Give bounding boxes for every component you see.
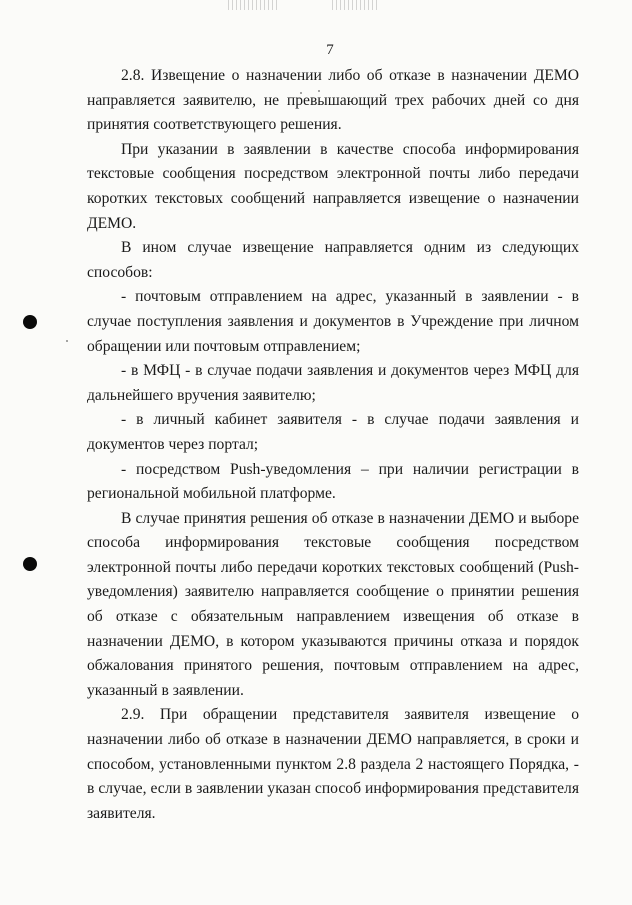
binder-hole [23, 557, 37, 571]
paragraph: В случае принятия решения об отказе в назначении ДЕМО и выборе способа информирования текстовые сообщения посредством электронной почты либо передачи коротких текстовых сообщений (Push-уведомления) заявителю направляется сообщение о принятии решения об отказе с обязательным направлением извещения об отказе в назначении ДЕМО, в котором указываются причины отказа и порядок обжалования принятого решения, почтовым отправлением на адрес, указанный в заявлении. [87, 509, 579, 699]
scan-artifact [332, 0, 380, 10]
document-body [87, 64, 579, 826]
paragraph: При указании в заявлении в качестве способа информирования текстовые сообщения посредством электронной почты либо передачи коротких текстовых сообщений направляется извещение о назначении ДЕМО. [87, 140, 579, 232]
scan-speck [66, 340, 68, 342]
list-item: - почтовым отправлением на адрес, указанный в заявлении - в случае поступления заявления и документов в Учреждение при личном обращении или почтовым отправлением; [87, 288, 579, 355]
binder-hole [23, 315, 37, 329]
list-item: - посредством Push-уведомления – при наличии регистрации в региональной мобильной платформе. [87, 460, 579, 503]
list-item: - в личный кабинет заявителя - в случае подачи заявления и документов через портал; [87, 411, 579, 453]
scan-artifact [228, 0, 280, 10]
paragraph-2-8: 2.8. Извещение о назначении либо об отказе в назначении ДЕМО направляется заявителю, не превышающий трех рабочих дней со дня принятия соответствующего решения. [87, 67, 579, 134]
list-item: - в МФЦ - в случае подачи заявления и документов через МФЦ для дальнейшего вручения заявителю; [87, 362, 579, 404]
paragraph: В ином случае извещение направляется одним из следующих способов: [87, 239, 579, 281]
page-number: 7 [326, 42, 334, 58]
paragraph-2-9: 2.9. При обращении представителя заявителя извещение о назначении либо об отказе в назначении ДЕМО направляется, в сроки и способом, установленными пунктом 2.8 раздела 2 настоящего Порядка, - в случае, если в заявлении указан способ информирования представителя заявителя. [87, 706, 579, 822]
